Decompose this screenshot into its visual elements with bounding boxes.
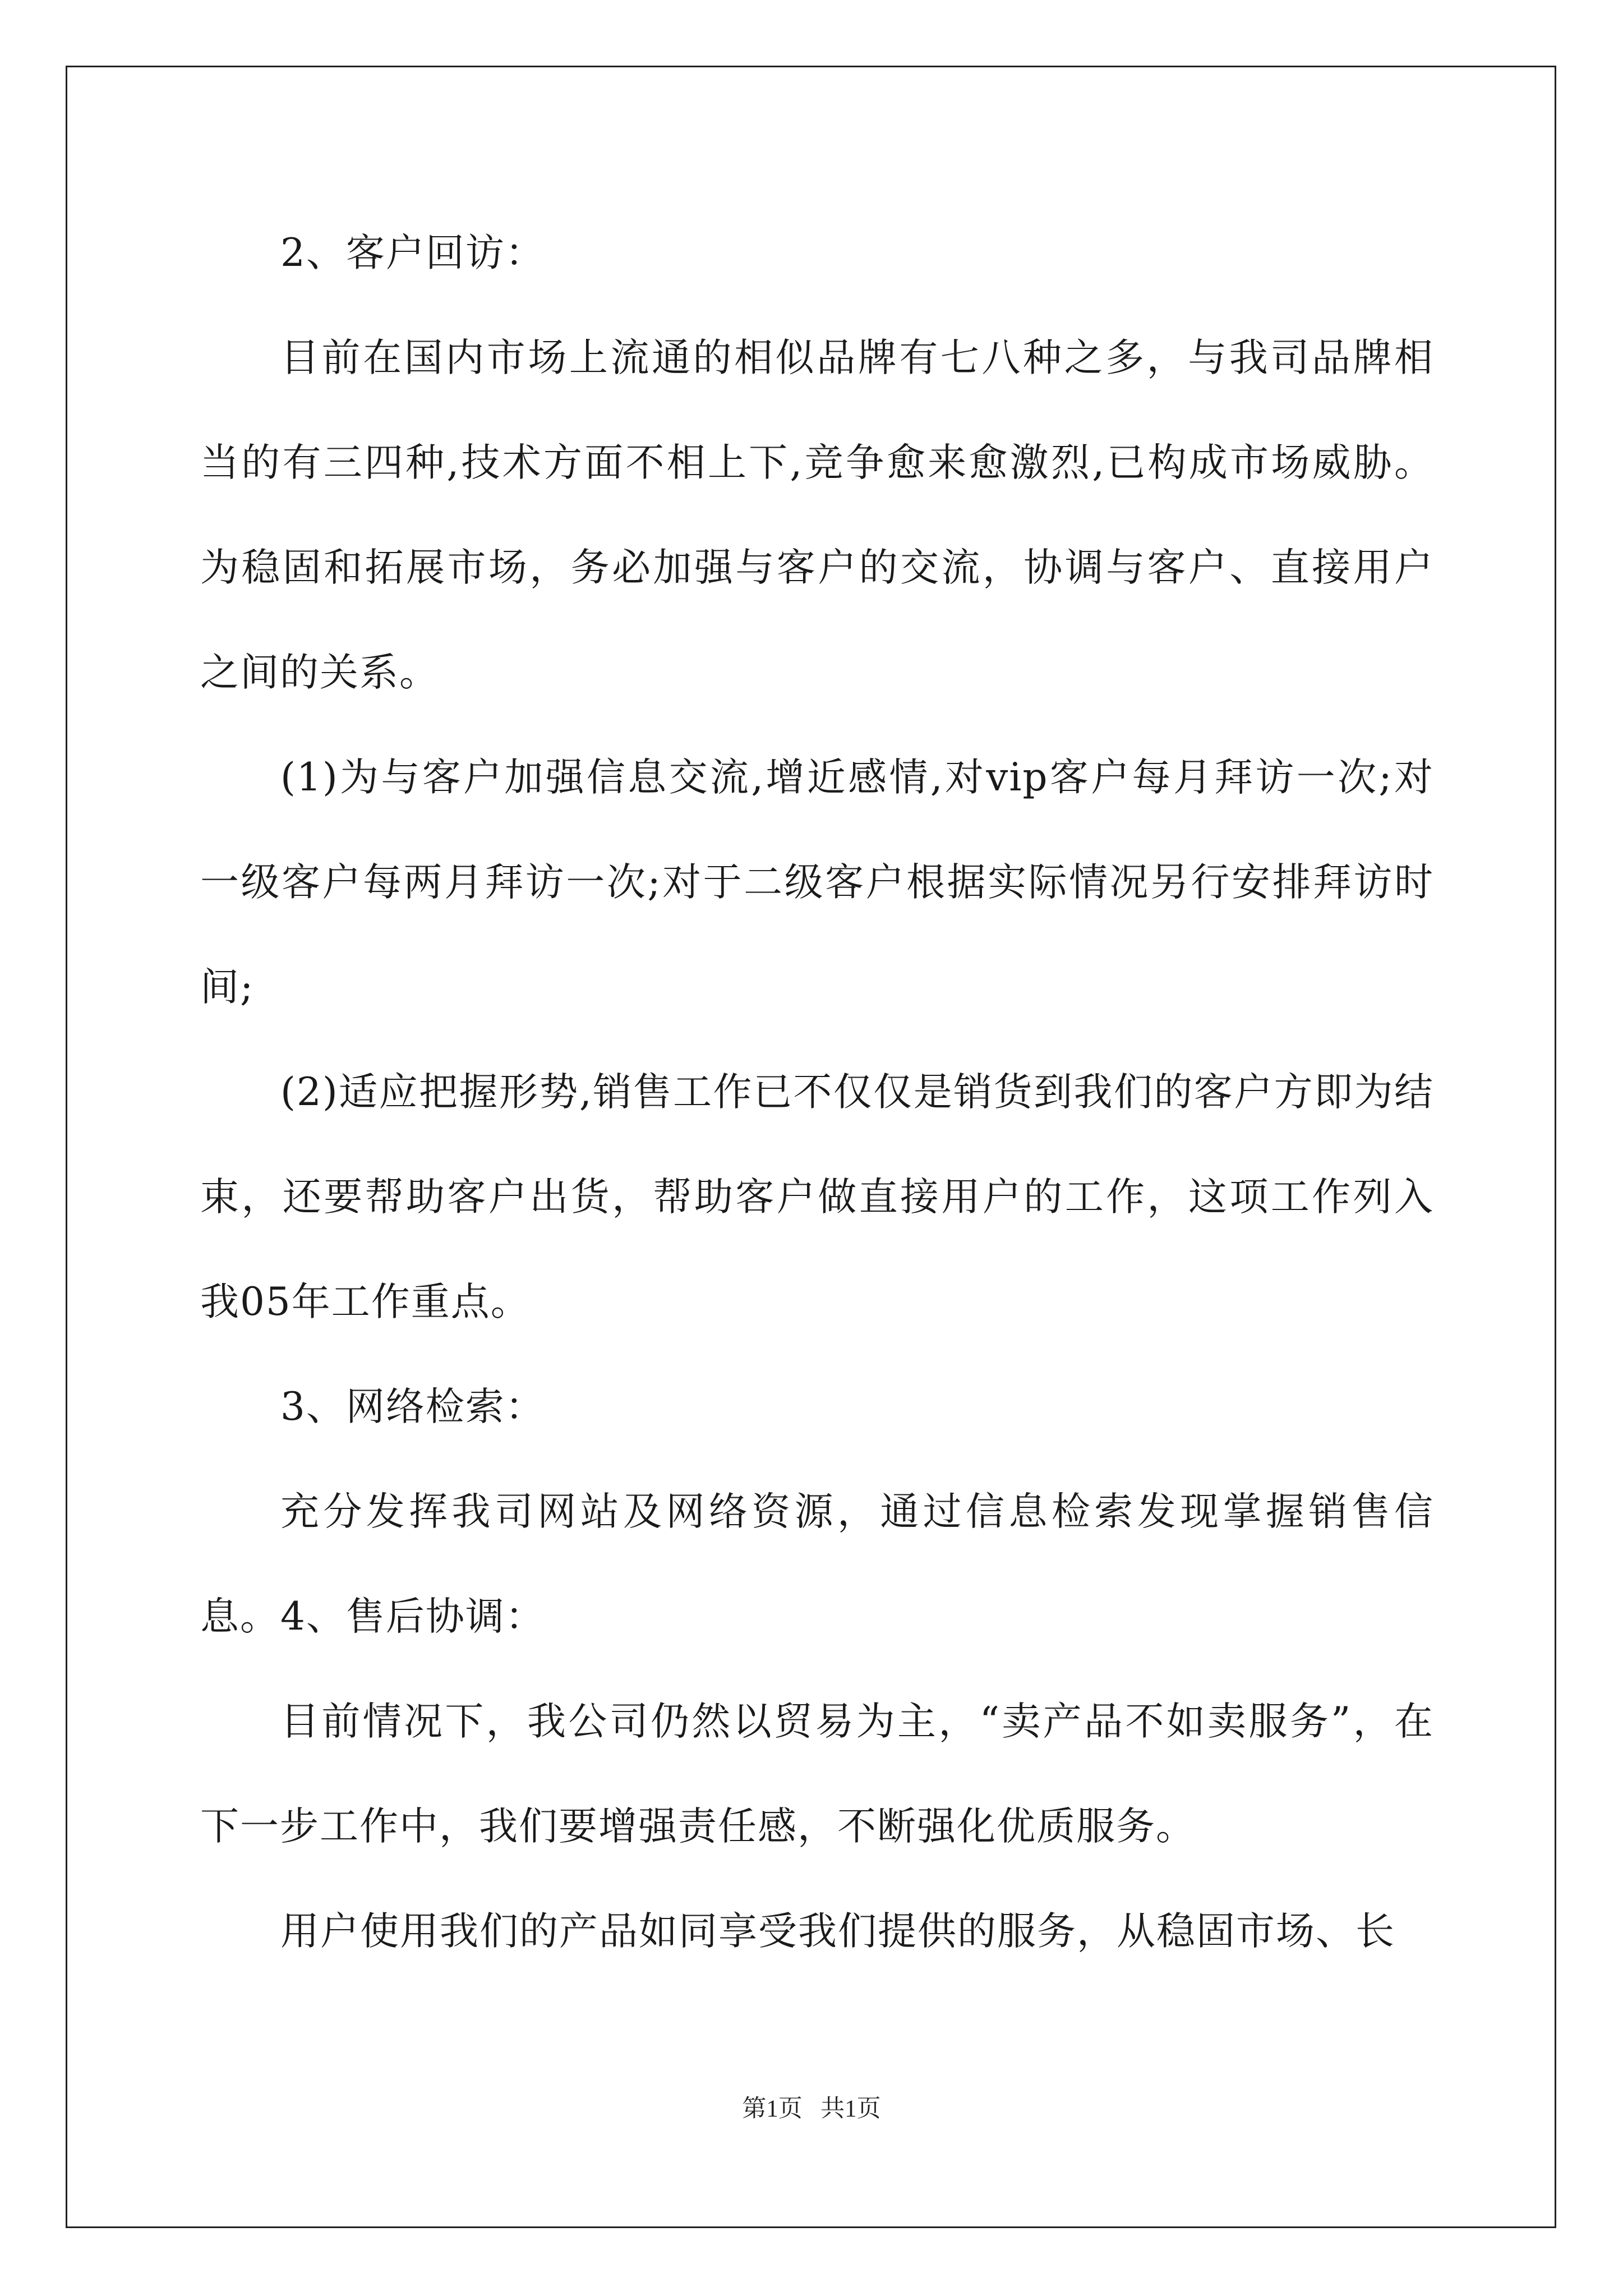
paragraph-sales-work: (2)适应把握形势,销售工作已不仅仅是销货到我们的客户方即为结束，还要帮助客户出货，帮助客户做直接用户的工作，这项工作列入我05年工作重点。 <box>200 1070 1434 1324</box>
paragraph-market-competition: 目前在国内市场上流通的相似品牌有七八种之多，与我司品牌相当的有三四种,技术方面不相上下,竞争愈来愈激烈,已构成市场威胁。为稳固和拓展市场，务必加强与客户的交流，协调与客户、直接用户之间的关系。 <box>200 335 1434 695</box>
page-number: 第1页 共1页 <box>742 2096 881 2122</box>
paragraph-user-experience: 用户使用我们的产品如同享受我们提供的服务，从稳固市场、长 <box>280 1909 1395 1954</box>
heading-customer-revisit: 2、客户回访： <box>280 231 545 275</box>
paragraph-network-resources: 充分发挥我司网站及网络资源，通过信息检索发现掌握销售信息。 <box>200 1489 1434 1639</box>
heading-network-search: 3、网络检索： <box>280 1384 545 1429</box>
heading-after-sales: 4、售后协调： <box>280 1594 545 1639</box>
page-footer <box>0 2090 1623 2124</box>
paragraph-service-first: 目前情况下，我公司仍然以贸易为主，“卖产品不如卖服务”，在下一步工作中，我们要增强责任感，不断强化优质服务。 <box>200 1699 1434 1849</box>
paragraph-visit-schedule: (1)为与客户加强信息交流,增近感情,对vip客户每月拜访一次;对一级客户每两月拜访一次;对于二级客户根据实际情况另行安排拜访时间; <box>200 755 1434 1010</box>
